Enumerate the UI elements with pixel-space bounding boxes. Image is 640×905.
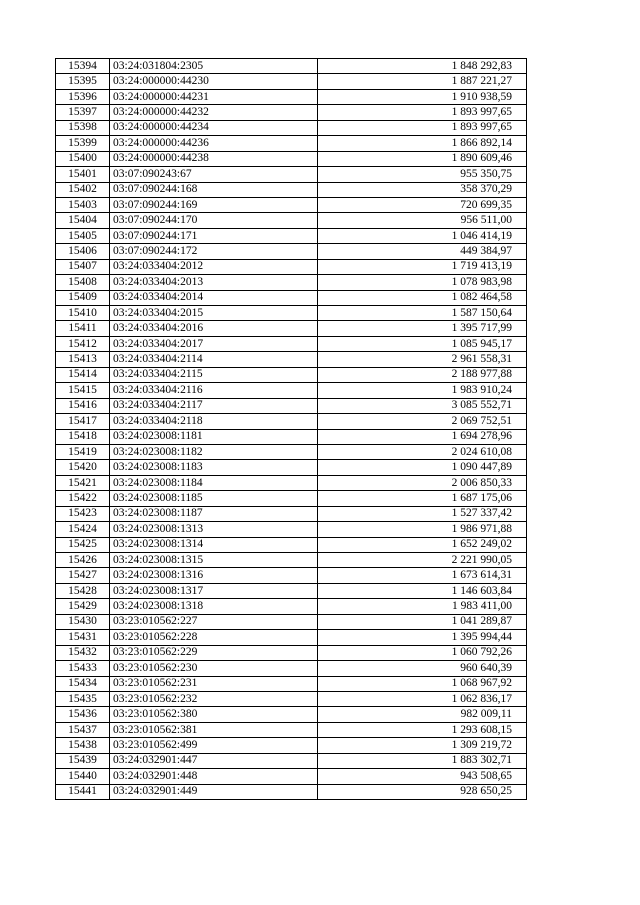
value-cell: 955 350,75 — [318, 167, 527, 182]
row-number-cell: 15396 — [56, 89, 110, 104]
cadastral-number-cell: 03:24:023008:1182 — [110, 444, 318, 459]
table-row — [56, 475, 527, 490]
table-row — [56, 398, 527, 413]
value-cell: 1 395 994,44 — [318, 630, 527, 645]
table-body — [56, 59, 527, 800]
row-number-cell: 15417 — [56, 414, 110, 429]
value-cell: 2 069 752,51 — [318, 414, 527, 429]
cadastral-number-cell: 03:24:023008:1318 — [110, 599, 318, 614]
table-row — [56, 460, 527, 475]
table-row — [56, 707, 527, 722]
row-number-cell: 15421 — [56, 475, 110, 490]
row-number-cell: 15441 — [56, 784, 110, 799]
value-cell: 1 887 221,27 — [318, 74, 527, 89]
cadastral-number-cell: 03:23:010562:499 — [110, 738, 318, 753]
row-number-cell: 15413 — [56, 352, 110, 367]
value-cell: 1 910 938,59 — [318, 89, 527, 104]
table-row — [56, 506, 527, 521]
table-row — [56, 197, 527, 212]
cadastral-number-cell: 03:24:000000:44234 — [110, 120, 318, 135]
value-cell: 1 652 249,02 — [318, 537, 527, 552]
value-cell: 1 068 967,92 — [318, 676, 527, 691]
row-number-cell: 15418 — [56, 429, 110, 444]
cadastral-number-cell: 03:24:033404:2115 — [110, 367, 318, 382]
cadastral-number-cell: 03:24:023008:1184 — [110, 475, 318, 490]
table-row — [56, 290, 527, 305]
cadastral-number-cell: 03:24:033404:2016 — [110, 321, 318, 336]
cadastral-number-cell: 03:07:090243:67 — [110, 167, 318, 182]
row-number-cell: 15400 — [56, 151, 110, 166]
cadastral-number-cell: 03:07:090244:169 — [110, 197, 318, 212]
row-number-cell: 15410 — [56, 306, 110, 321]
value-cell: 1 085 945,17 — [318, 336, 527, 351]
row-number-cell: 15436 — [56, 707, 110, 722]
value-cell: 960 640,39 — [318, 661, 527, 676]
cadastral-number-cell: 03:23:010562:227 — [110, 614, 318, 629]
value-cell: 1 883 302,71 — [318, 753, 527, 768]
cadastral-number-cell: 03:07:090244:168 — [110, 182, 318, 197]
table-row — [56, 738, 527, 753]
table-row — [56, 336, 527, 351]
row-number-cell: 15432 — [56, 645, 110, 660]
value-cell: 1 078 983,98 — [318, 275, 527, 290]
value-cell: 1 293 608,15 — [318, 722, 527, 737]
value-cell: 449 384,97 — [318, 244, 527, 259]
value-cell: 1 983 910,24 — [318, 383, 527, 398]
row-number-cell: 15440 — [56, 769, 110, 784]
table-row — [56, 414, 527, 429]
table-row — [56, 784, 527, 799]
cadastral-number-cell: 03:07:090244:170 — [110, 213, 318, 228]
value-cell: 982 009,11 — [318, 707, 527, 722]
row-number-cell: 15403 — [56, 197, 110, 212]
value-cell: 1 062 836,17 — [318, 691, 527, 706]
table-row — [56, 105, 527, 120]
row-number-cell: 15426 — [56, 553, 110, 568]
table-row — [56, 429, 527, 444]
cadastral-number-cell: 03:23:010562:229 — [110, 645, 318, 660]
row-number-cell: 15411 — [56, 321, 110, 336]
row-number-cell: 15434 — [56, 676, 110, 691]
row-number-cell: 15409 — [56, 290, 110, 305]
cadastral-number-cell: 03:24:023008:1316 — [110, 568, 318, 583]
value-cell: 2 961 558,31 — [318, 352, 527, 367]
value-cell: 943 508,65 — [318, 769, 527, 784]
cadastral-number-cell: 03:24:033404:2114 — [110, 352, 318, 367]
row-number-cell: 15406 — [56, 244, 110, 259]
cadastral-number-cell: 03:24:033404:2118 — [110, 414, 318, 429]
value-cell: 1 866 892,14 — [318, 136, 527, 151]
row-number-cell: 15431 — [56, 630, 110, 645]
table-row — [56, 244, 527, 259]
row-number-cell: 15402 — [56, 182, 110, 197]
value-cell: 1 890 609,46 — [318, 151, 527, 166]
row-number-cell: 15419 — [56, 444, 110, 459]
row-number-cell: 15404 — [56, 213, 110, 228]
table-row — [56, 522, 527, 537]
cadastral-number-cell: 03:24:033404:2116 — [110, 383, 318, 398]
cadastral-number-cell: 03:24:033404:2013 — [110, 275, 318, 290]
cadastral-number-cell: 03:24:033404:2014 — [110, 290, 318, 305]
cadastral-number-cell: 03:24:023008:1183 — [110, 460, 318, 475]
table-row — [56, 120, 527, 135]
row-number-cell: 15395 — [56, 74, 110, 89]
cadastral-number-cell: 03:24:033404:2017 — [110, 336, 318, 351]
value-cell: 1 082 464,58 — [318, 290, 527, 305]
row-number-cell: 15408 — [56, 275, 110, 290]
row-number-cell: 15439 — [56, 753, 110, 768]
cadastral-number-cell: 03:23:010562:380 — [110, 707, 318, 722]
row-number-cell: 15425 — [56, 537, 110, 552]
table-row — [56, 537, 527, 552]
cadastral-number-cell: 03:23:010562:228 — [110, 630, 318, 645]
table-row — [56, 583, 527, 598]
cadastral-number-cell: 03:23:010562:230 — [110, 661, 318, 676]
row-number-cell: 15414 — [56, 367, 110, 382]
cadastral-number-cell: 03:24:000000:44232 — [110, 105, 318, 120]
value-cell: 358 370,29 — [318, 182, 527, 197]
table-row — [56, 769, 527, 784]
row-number-cell: 15416 — [56, 398, 110, 413]
table-row — [56, 553, 527, 568]
value-cell: 956 511,00 — [318, 213, 527, 228]
row-number-cell: 15398 — [56, 120, 110, 135]
table-row — [56, 722, 527, 737]
cadastral-number-cell: 03:07:090244:171 — [110, 228, 318, 243]
cadastral-number-cell: 03:23:010562:381 — [110, 722, 318, 737]
table-row — [56, 167, 527, 182]
row-number-cell: 15401 — [56, 167, 110, 182]
cadastral-number-cell: 03:07:090244:172 — [110, 244, 318, 259]
cadastral-number-cell: 03:24:000000:44236 — [110, 136, 318, 151]
value-cell: 2 188 977,88 — [318, 367, 527, 382]
cadastral-number-cell: 03:24:032901:448 — [110, 769, 318, 784]
row-number-cell: 15407 — [56, 259, 110, 274]
cadastral-number-cell: 03:24:031804:2305 — [110, 59, 318, 74]
table-row — [56, 383, 527, 398]
table-row — [56, 151, 527, 166]
value-cell: 2 006 850,33 — [318, 475, 527, 490]
row-number-cell: 15423 — [56, 506, 110, 521]
cadastral-number-cell: 03:24:033404:2117 — [110, 398, 318, 413]
table-row — [56, 59, 527, 74]
cadastral-number-cell: 03:24:000000:44231 — [110, 89, 318, 104]
row-number-cell: 15399 — [56, 136, 110, 151]
cadastral-number-cell: 03:24:023008:1314 — [110, 537, 318, 552]
value-cell: 1 395 717,99 — [318, 321, 527, 336]
row-number-cell: 15435 — [56, 691, 110, 706]
table-row — [56, 275, 527, 290]
row-number-cell: 15424 — [56, 522, 110, 537]
table-row — [56, 182, 527, 197]
cadastral-value-table — [55, 58, 527, 800]
value-cell: 1 527 337,42 — [318, 506, 527, 521]
row-number-cell: 15438 — [56, 738, 110, 753]
row-number-cell: 15394 — [56, 59, 110, 74]
value-cell: 1 060 792,26 — [318, 645, 527, 660]
value-cell: 1 893 997,65 — [318, 120, 527, 135]
cadastral-number-cell: 03:24:000000:44230 — [110, 74, 318, 89]
value-cell: 1 848 292,83 — [318, 59, 527, 74]
cadastral-number-cell: 03:24:023008:1317 — [110, 583, 318, 598]
row-number-cell: 15437 — [56, 722, 110, 737]
cadastral-number-cell: 03:24:023008:1181 — [110, 429, 318, 444]
table-row — [56, 630, 527, 645]
row-number-cell: 15422 — [56, 491, 110, 506]
table-row — [56, 259, 527, 274]
cadastral-number-cell: 03:23:010562:232 — [110, 691, 318, 706]
row-number-cell: 15415 — [56, 383, 110, 398]
value-cell: 1 893 997,65 — [318, 105, 527, 120]
value-cell: 1 046 414,19 — [318, 228, 527, 243]
cadastral-number-cell: 03:24:000000:44238 — [110, 151, 318, 166]
table-row — [56, 691, 527, 706]
row-number-cell: 15428 — [56, 583, 110, 598]
cadastral-number-cell: 03:24:023008:1187 — [110, 506, 318, 521]
value-cell: 2 024 610,08 — [318, 444, 527, 459]
table-row — [56, 136, 527, 151]
row-number-cell: 15430 — [56, 614, 110, 629]
value-cell: 1 719 413,19 — [318, 259, 527, 274]
table-row — [56, 568, 527, 583]
table-row — [56, 614, 527, 629]
value-cell: 1 694 278,96 — [318, 429, 527, 444]
value-cell: 2 221 990,05 — [318, 553, 527, 568]
row-number-cell: 15397 — [56, 105, 110, 120]
row-number-cell: 15427 — [56, 568, 110, 583]
cadastral-number-cell: 03:24:032901:449 — [110, 784, 318, 799]
value-cell: 1 146 603,84 — [318, 583, 527, 598]
row-number-cell: 15420 — [56, 460, 110, 475]
table-row — [56, 89, 527, 104]
table-row — [56, 352, 527, 367]
table-row — [56, 213, 527, 228]
row-number-cell: 15405 — [56, 228, 110, 243]
cadastral-number-cell: 03:24:023008:1315 — [110, 553, 318, 568]
row-number-cell: 15412 — [56, 336, 110, 351]
value-cell: 1 673 614,31 — [318, 568, 527, 583]
cadastral-number-cell: 03:24:032901:447 — [110, 753, 318, 768]
value-cell: 1 309 219,72 — [318, 738, 527, 753]
cadastral-number-cell: 03:24:033404:2015 — [110, 306, 318, 321]
value-cell: 1 090 447,89 — [318, 460, 527, 475]
cadastral-number-cell: 03:24:023008:1185 — [110, 491, 318, 506]
value-cell: 1 587 150,64 — [318, 306, 527, 321]
value-cell: 1 983 411,00 — [318, 599, 527, 614]
row-number-cell: 15429 — [56, 599, 110, 614]
table-row — [56, 321, 527, 336]
value-cell: 3 085 552,71 — [318, 398, 527, 413]
cadastral-number-cell: 03:24:033404:2012 — [110, 259, 318, 274]
table-row — [56, 676, 527, 691]
table-row — [56, 491, 527, 506]
table-row — [56, 228, 527, 243]
table-row — [56, 645, 527, 660]
value-cell: 1 041 289,87 — [318, 614, 527, 629]
value-cell: 1 687 175,06 — [318, 491, 527, 506]
cadastral-number-cell: 03:23:010562:231 — [110, 676, 318, 691]
cadastral-number-cell: 03:24:023008:1313 — [110, 522, 318, 537]
table-row — [56, 74, 527, 89]
value-cell: 720 699,35 — [318, 197, 527, 212]
value-cell: 928 650,25 — [318, 784, 527, 799]
table-row — [56, 306, 527, 321]
table-row — [56, 661, 527, 676]
table-row — [56, 444, 527, 459]
value-cell: 1 986 971,88 — [318, 522, 527, 537]
table-row — [56, 753, 527, 768]
row-number-cell: 15433 — [56, 661, 110, 676]
table-row — [56, 367, 527, 382]
table-row — [56, 599, 527, 614]
